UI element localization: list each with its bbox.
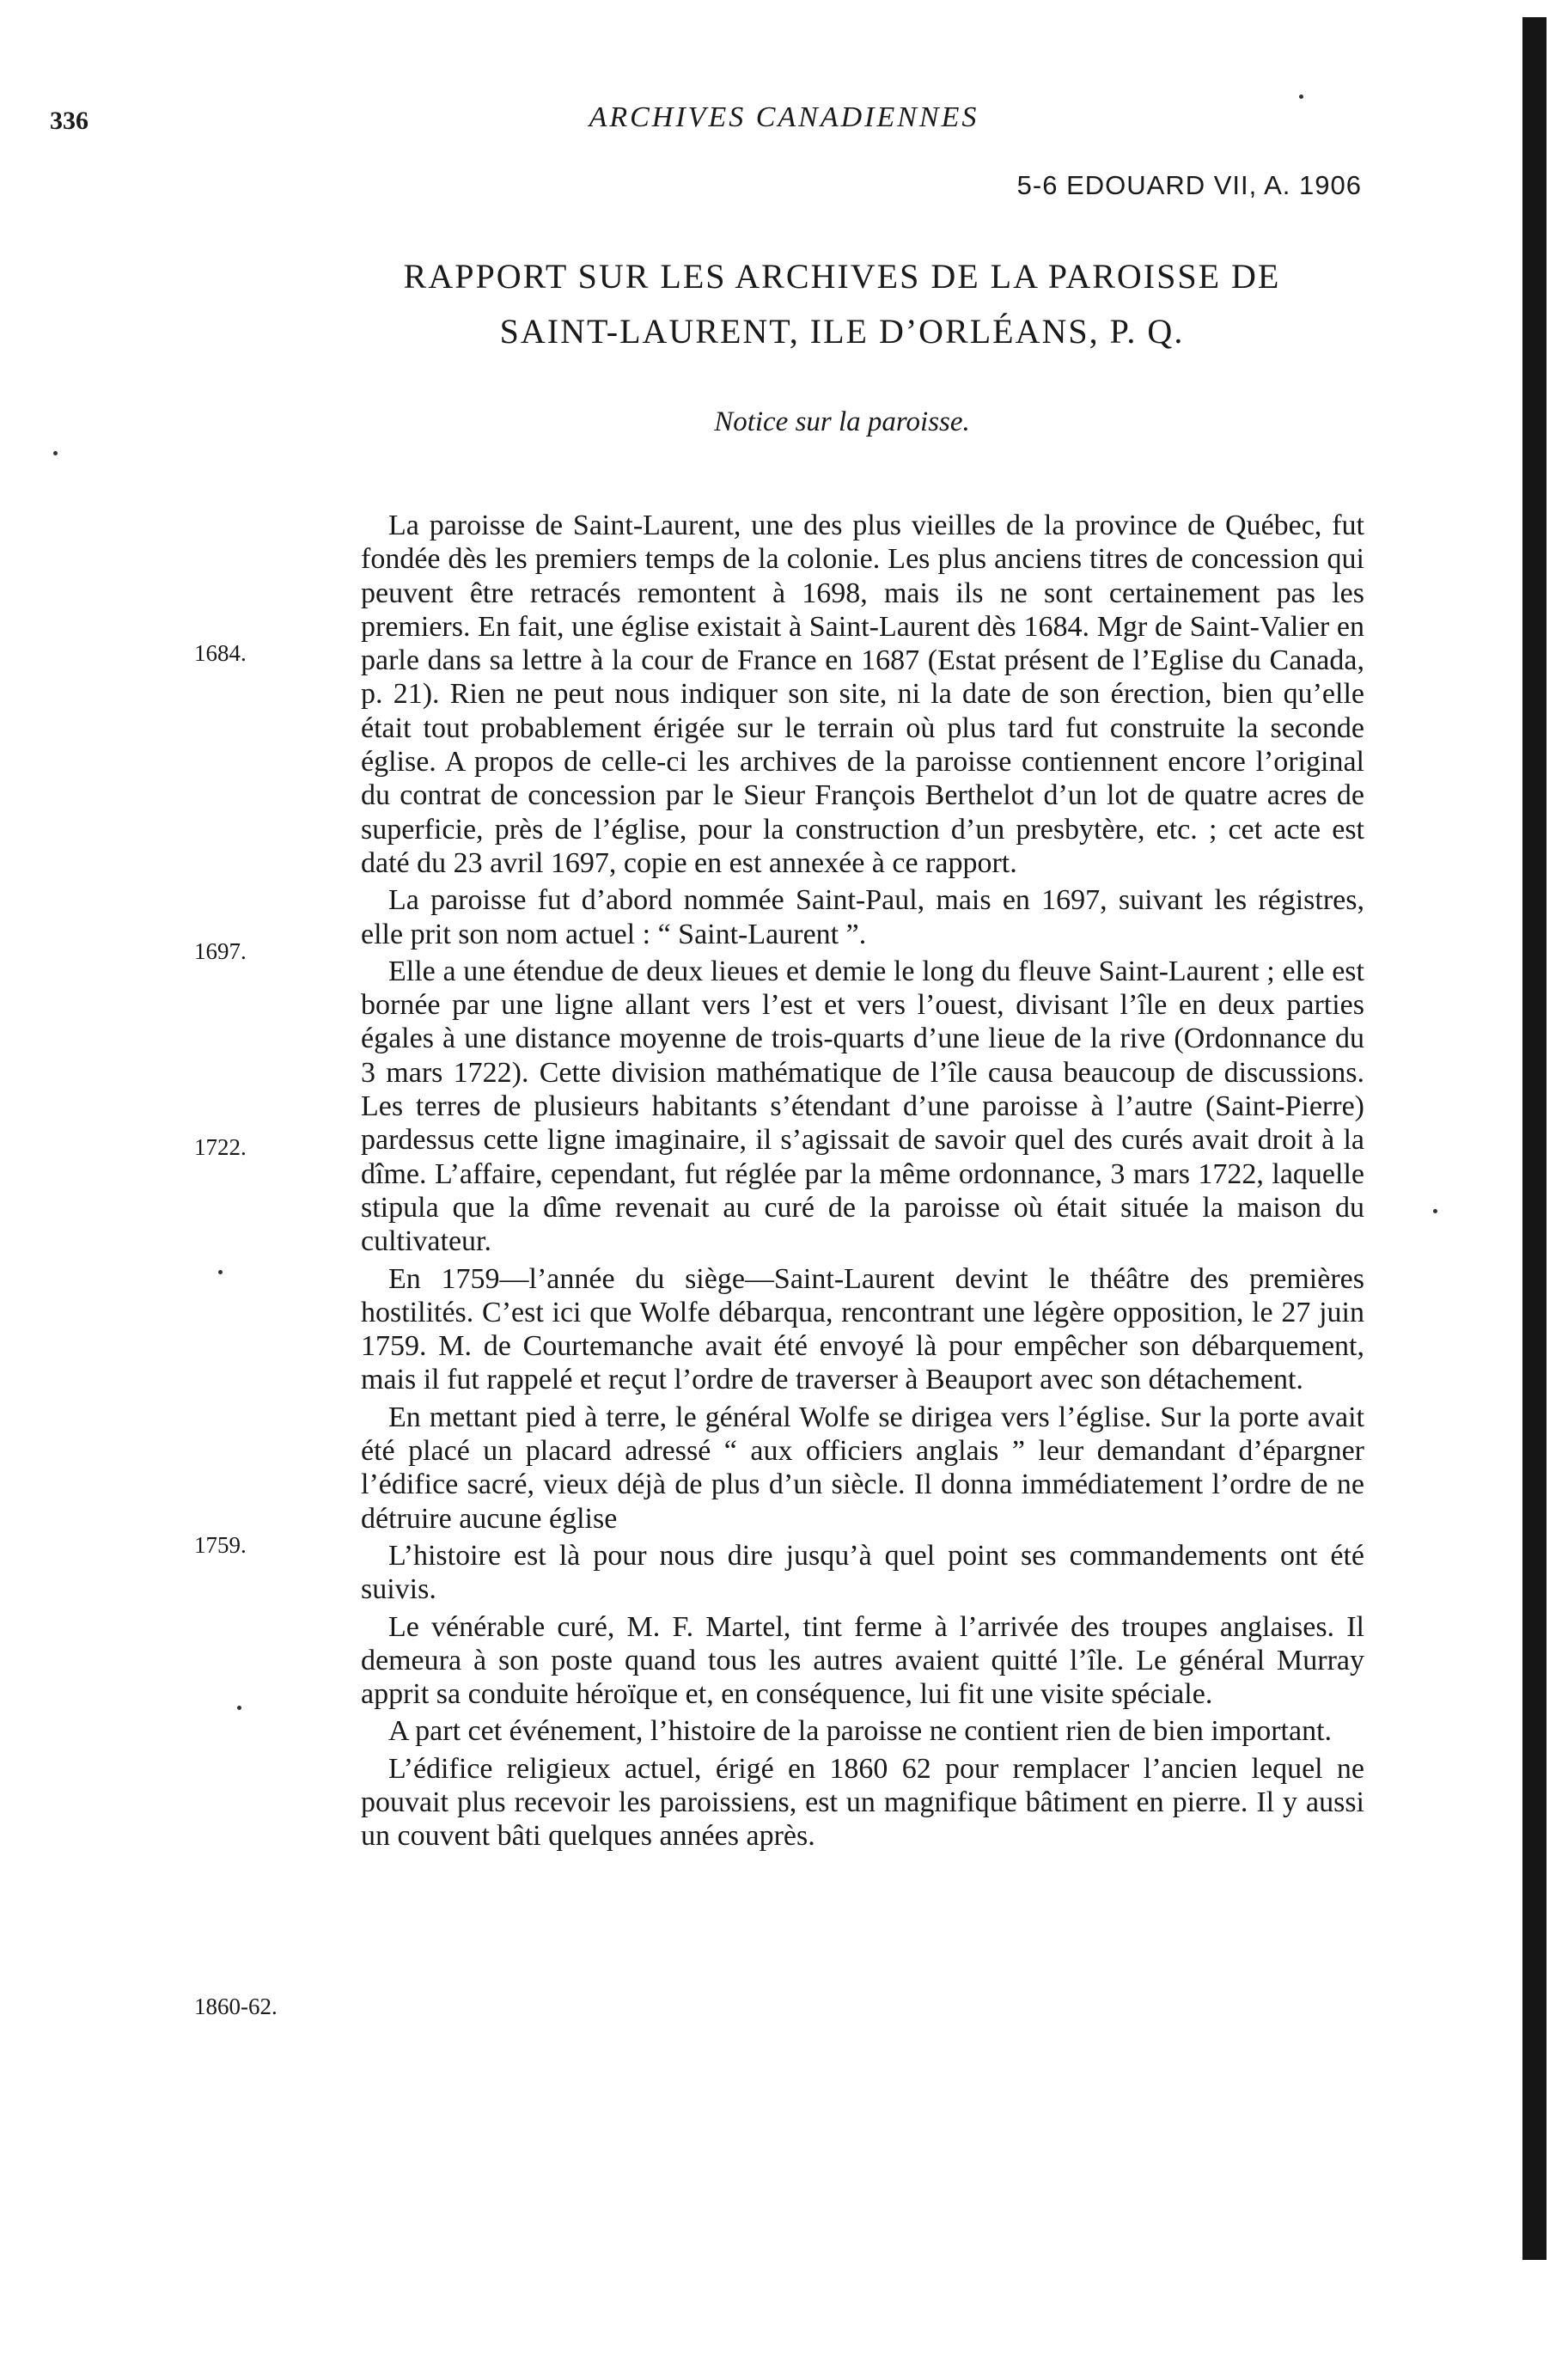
paragraph: La paroisse fut d’abord nommée Saint-Paul, mais en 1697, suivant les régistres, elle prit son nom actuel : “ Saint-Laurent ”. [361, 884, 1364, 950]
margin-date-1684: 1684. [194, 640, 247, 666]
scan-speck [237, 1706, 241, 1710]
paragraph: Elle a une étendue de deux lieues et demie le long du fleuve Saint-Laurent ; elle est bornée par une ligne allant vers l’est et vers l’ouest, divisant l’île en deux parties égales à une distance moyenne de trois-quarts d’une lieue de la rive (Ordonnance du 3 mars 1722). Cette division mathématique de l’île causa beaucoup de discussions. Les terres de plusieurs habitants s’étendant d’une paroisse à l’autre (Saint-Pierre) pardessus cette ligne imaginaire, il s’agissait de savoir quel des curés avait droit à la dîme. L’affaire, cependant, fut réglée par la même ordonnance, 3 mars 1722, laquelle stipula que la dîme revenait au curé de la paroisse où était située la maison du cultivateur. [361, 955, 1364, 1258]
scan-speck [1299, 95, 1303, 99]
margin-date-1722: 1722. [194, 1134, 247, 1160]
paragraph: En 1759—l’année du siège—Saint-Laurent devint le théâtre des premières hostilités. C’est ici que Wolfe débarqua, rencontrant une légère opposition, le 27 juin 1759. M. de Courtemanche avait été envoyé là pour empêcher son débarquement, mais il fut rappelé et reçut l’ordre de traverser à Beauport avec son détachement. [361, 1262, 1364, 1396]
session-reference: 5-6 EDOUARD VII, A. 1906 [1016, 170, 1362, 200]
report-title-line-2: SAINT-LAURENT, ILE D’ORLÉANS, P. Q. [499, 312, 1185, 351]
page-number: 336 [50, 107, 88, 135]
margin-date-1697: 1697. [194, 938, 247, 964]
paragraph: L’histoire est là pour nous dire jusqu’à quel point ses commandements ont été suivis. [361, 1539, 1364, 1606]
body-text [361, 509, 1364, 1853]
report-title [284, 249, 1400, 359]
margin-date-1860-62: 1860-62. [194, 1994, 278, 2019]
paragraph: L’édifice religieux actuel, érigé en 1860 62 pour remplacer l’ancien lequel ne pouvait plus recevoir les paroissiens, est un magnifique bâtiment en pierre. Il y aussi un couvent bâti quelques années après. [361, 1752, 1364, 1853]
scan-speck [218, 1270, 223, 1274]
running-title: ARCHIVES CANADIENNES [589, 101, 979, 133]
margin-date-1759: 1759. [194, 1532, 247, 1558]
paragraph: En mettant pied à terre, le général Wolfe se dirigea vers l’église. Sur la porte avait été placé un placard adressé “ aux officiers anglais ” leur demandant d’épargner l’édifice sacré, vieux déjà de plus d’un siècle. Il donna immédiatement l’ordre de ne détruire aucune église [361, 1401, 1364, 1535]
paragraph: A part cet événement, l’histoire de la paroisse ne contient rien de bien important. [388, 1715, 1333, 1748]
scan-binding-edge [1522, 17, 1547, 2260]
scan-speck [53, 451, 58, 455]
paragraph: Le vénérable curé, M. F. Martel, tint ferme à l’arrivée des troupes anglaises. Il demeura à son poste quand tous les autres avaient quitté l’île. Le général Murray apprit sa conduite héroïque et, en conséquence, lui fit une visite spéciale. [361, 1610, 1364, 1711]
scan-speck [1433, 1209, 1437, 1213]
paragraph: La paroisse de Saint-Laurent, une des plus vieilles de la province de Québec, fut fondée dès les premiers temps de la colonie. Les plus anciens titres de concession qui peuvent être retracés remontent à 1698, mais ils ne sont certainement pas les premiers. En fait, une église existait à Saint-Laurent dès 1684. Mgr de Saint-Valier en parle dans sa lettre à la cour de France en 1687 (Estat présent de l’Eglise du Canada, p. 21). Rien ne peut nous indiquer son site, ni la date de son érection, bien qu’elle était tout probablement érigée sur le terrain où plus tard fut construite la seconde église. A propos de celle-ci les archives de la paroisse contiennent encore l’original du contrat de concession par le Sieur François Berthelot d’un lot de quatre acres de superficie, près de l’église, pour la construction d’un presbytère, etc. ; cet acte est daté du 23 avril 1697, copie en est annexée à ce rapport. [361, 510, 1364, 879]
notice-heading: Notice sur la paroisse. [714, 406, 970, 437]
report-title-line-1: RAPPORT SUR LES ARCHIVES DE LA PAROISSE DE [403, 257, 1281, 296]
